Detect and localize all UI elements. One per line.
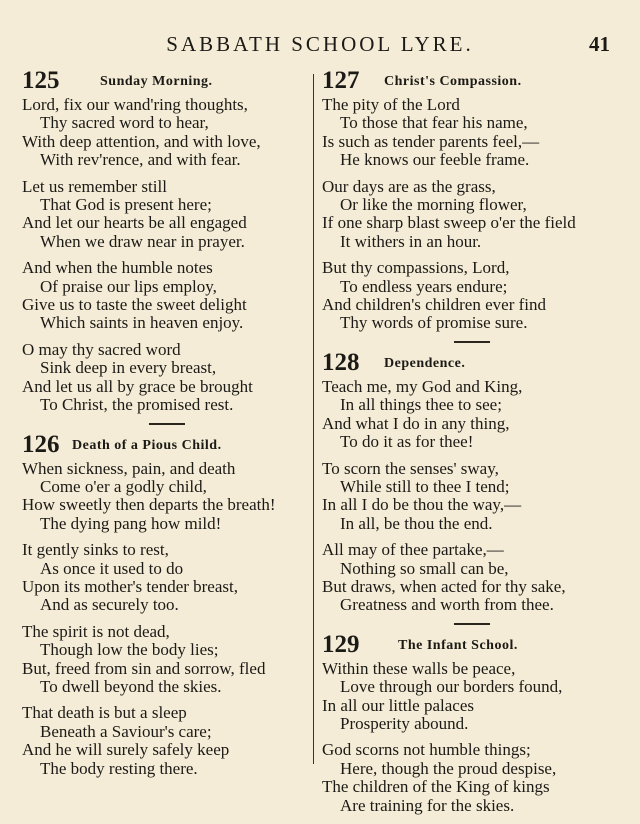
verse-line: Thy words of promise sure.: [340, 313, 528, 333]
verse-line: While still to thee I tend;: [340, 476, 510, 496]
verse-line: To do it as for thee!: [340, 432, 474, 452]
hymn-title: Dependence.: [384, 355, 466, 371]
verse-line: The dying pang how mild!: [40, 513, 222, 533]
verse-line: The pity of the Lord: [322, 95, 460, 114]
hymn: [322, 64, 622, 333]
verse-line: Here, though the proud despise,: [340, 758, 557, 778]
verse-line: That God is present here;: [40, 195, 212, 215]
verse-line: The children of the King of kings: [322, 777, 550, 797]
verse-line: The spirit is not dead,: [22, 621, 170, 641]
stanza: [322, 178, 622, 252]
hymn: [22, 64, 312, 415]
verse-line: Give us to taste the sweet delight: [22, 295, 247, 315]
verse-line: That death is but a sleep: [22, 703, 187, 723]
stanza: [322, 460, 622, 534]
verse-line: To endless years endure;: [340, 276, 508, 296]
hymn: [322, 346, 622, 615]
stanza: [22, 178, 312, 252]
hymn-number: 125: [22, 67, 60, 94]
stanza: [22, 341, 312, 415]
verse-line: He knows our feeble frame.: [340, 150, 530, 170]
hymn-heading: [322, 346, 622, 378]
hymn-title: The Infant School.: [398, 637, 518, 653]
stanza: [22, 259, 312, 333]
verse-line: Come o'er a godly child,: [40, 476, 207, 496]
hymn-separator: [454, 623, 490, 625]
verse-line: And what I do in any thing,: [322, 413, 510, 433]
verse-line: And as securely too.: [40, 595, 179, 615]
verse-line: When sickness, pain, and death: [22, 458, 236, 478]
hymn-title: Christ's Compassion.: [384, 74, 522, 89]
stanza: [22, 623, 312, 697]
column-rule: [313, 74, 314, 764]
verse-line: In all, be thou the end.: [340, 513, 493, 533]
stanza: [22, 704, 312, 778]
verse-line: And let us all by grace be brought: [22, 376, 253, 396]
verse-line: To Christ, the promised rest.: [40, 395, 234, 415]
stanza: [322, 96, 622, 170]
verse-line: God scorns not humble things;: [322, 740, 531, 760]
left-column: [22, 64, 312, 786]
page-header: [0, 30, 640, 60]
verse-line: O may thy sacred word: [22, 339, 181, 359]
hymn-heading: [322, 64, 622, 96]
verse-line: To those that fear his name,: [340, 113, 528, 133]
page-number: 41: [589, 32, 610, 56]
verse-line: Lord, fix our wand'ring thoughts,: [22, 95, 248, 114]
hymn-title: Sunday Morning.: [100, 74, 213, 89]
verse-line: But, freed from sin and sorrow, fled: [22, 658, 266, 678]
verse-line: And children's children ever find: [322, 295, 546, 315]
stanza: [322, 541, 622, 615]
verse-line: Of praise our lips employ,: [40, 276, 217, 296]
hymn-number: 129: [322, 630, 360, 658]
verse-line: How sweetly then departs the breath!: [22, 495, 276, 515]
verse-line: The body resting there.: [40, 758, 198, 778]
verse-line: When we draw near in prayer.: [40, 231, 245, 251]
verse-line: In all our little palaces: [322, 695, 474, 715]
right-column: [322, 64, 622, 823]
hymn-separator: [454, 341, 490, 343]
stanza: [22, 541, 312, 615]
verse-line: All may of thee partake,—: [322, 540, 504, 560]
verse-line: Upon its mother's tender breast,: [22, 576, 238, 596]
hymn-separator: [149, 423, 185, 425]
stanza: [22, 460, 312, 534]
stanza: [22, 96, 312, 170]
stanza: [322, 378, 622, 452]
stanza: [322, 660, 622, 734]
verse-line: And when the humble notes: [22, 258, 213, 278]
verse-line: Within these walls be peace,: [322, 658, 516, 678]
verse-line: It withers in an hour.: [340, 231, 482, 251]
verse-line: Is such as tender parents feel,—: [322, 131, 540, 151]
verse-line: Thy sacred word to hear,: [40, 113, 209, 133]
verse-line: Greatness and worth from thee.: [340, 595, 554, 615]
verse-line: Let us remember still: [22, 176, 167, 196]
verse-line: Which saints in heaven enjoy.: [40, 313, 244, 333]
stanza: [322, 259, 622, 333]
verse-line: Though low the body lies;: [40, 640, 219, 660]
hymn-heading: [22, 64, 312, 96]
hymn-number: 127: [322, 67, 360, 94]
running-title: SABBATH SCHOOL LYRE.: [166, 32, 474, 56]
verse-line: To dwell beyond the skies.: [40, 676, 222, 696]
verse-line: And he will surely safely keep: [22, 740, 230, 760]
verse-line: Sink deep in every breast,: [40, 358, 217, 378]
stanza: [322, 741, 622, 815]
verse-line: To scorn the senses' sway,: [322, 458, 499, 478]
hymn-heading: [22, 428, 312, 460]
verse-line: As once it used to do: [40, 558, 184, 578]
verse-line: Prosperity abound.: [340, 713, 469, 733]
verse-line: In all I do be thou the way,—: [322, 495, 522, 515]
hymn-heading: [322, 628, 622, 660]
verse-line: With deep attention, and with love,: [22, 131, 261, 151]
hymn-number: 128: [322, 348, 360, 376]
hymn-title: Death of a Pious Child.: [72, 437, 222, 453]
hymn: [322, 628, 622, 815]
verse-line: Are training for the skies.: [340, 795, 515, 815]
hymn: [22, 428, 312, 779]
verse-line: With rev'rence, and with fear.: [40, 150, 241, 170]
hymn-number: 126: [22, 430, 60, 458]
verse-line: Our days are as the grass,: [322, 176, 496, 196]
verse-line: Teach me, my God and King,: [322, 376, 523, 396]
verse-line: Or like the morning flower,: [340, 195, 527, 215]
verse-line: But thy compassions, Lord,: [322, 258, 510, 278]
verse-line: But draws, when acted for thy sake,: [322, 576, 566, 596]
verse-line: Love through our borders found,: [340, 677, 563, 697]
verse-line: In all things thee to see;: [340, 395, 502, 415]
verse-line: If one sharp blast sweep o'er the field: [322, 213, 576, 233]
verse-line: And let our hearts be all engaged: [22, 213, 247, 233]
verse-line: It gently sinks to rest,: [22, 540, 169, 560]
verse-line: Beneath a Saviour's care;: [40, 721, 212, 741]
verse-line: Nothing so small can be,: [340, 558, 509, 578]
